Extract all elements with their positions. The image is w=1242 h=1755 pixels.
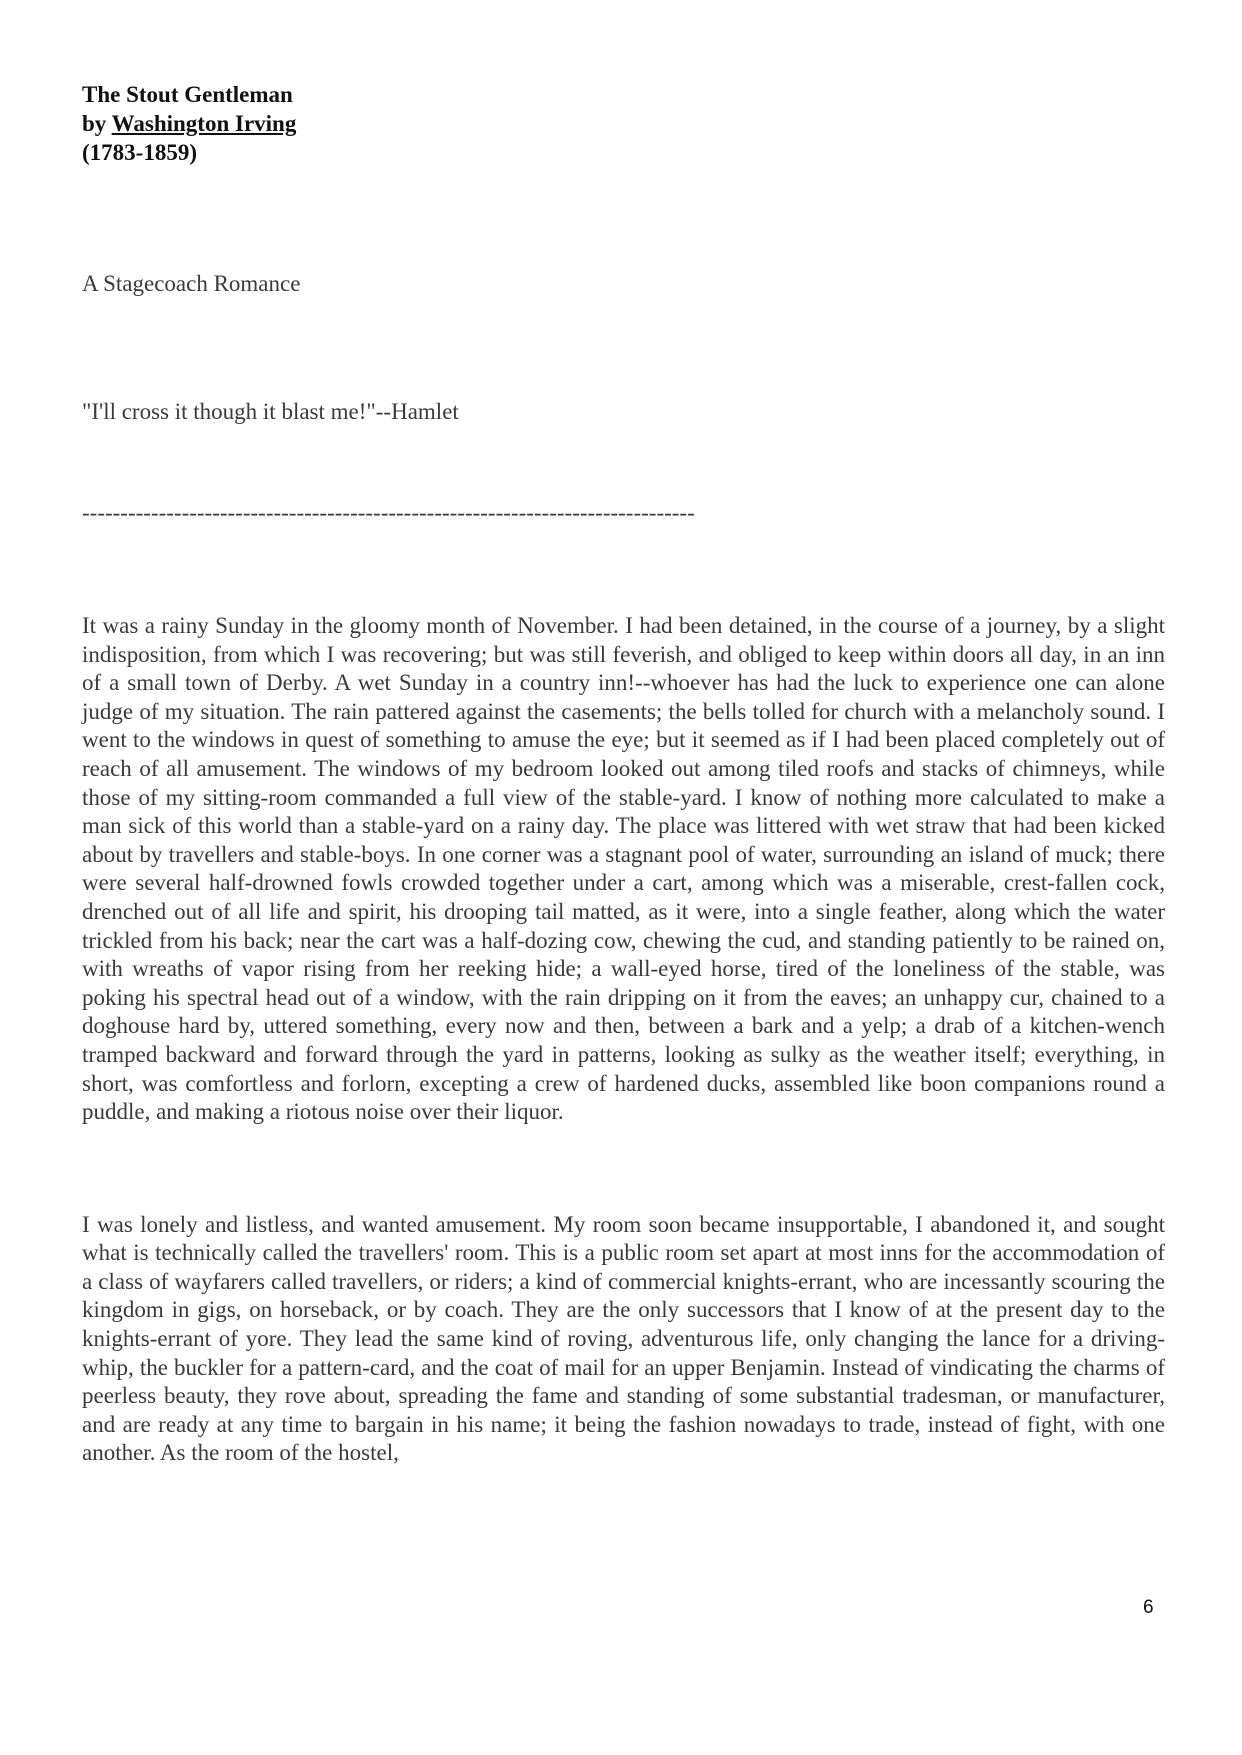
byline-prefix: by [82, 111, 112, 136]
byline [82, 109, 1165, 138]
page-number: 6 [1143, 1597, 1154, 1618]
story-header [82, 80, 1165, 167]
author-dates: (1783-1859) [82, 140, 197, 165]
epigraph: "I'll cross it though it blast me!"--Hamlet [82, 399, 459, 424]
document-page [82, 80, 1165, 1468]
separator-line: -------------------------------------------------------------------------------- [82, 500, 695, 525]
author-link[interactable]: Washington Irving [111, 111, 297, 136]
story-subtitle: A Stagecoach Romance [82, 271, 301, 296]
paragraph-2: I was lonely and listless, and wanted amusement. My room soon became insupportable, I abandoned it, and sought what is technically called the travellers' room. This is a public room set apart at most inns for the accommodation of a class of wayfarers called travellers, or riders; a kind of commercial knights-errant, who are incessantly scouring the kingdom in gigs, on horseback, or by coach. They are the only successors that I know of at the present day to the knights-errant of yore. They lead the same kind of roving, adventurous life, only changing the lance for a driving-whip, the buckler for a pattern-card, and the coat of mail for an upper Benjamin. Instead of vindicating the charms of peerless beauty, they rove about, spreading the fame and standing of some substantial tradesman, or manufacturer, and are ready at any time to bargain in his name; it being the fashion nowadays to trade, instead of fight, with one another. As the room of the hostel, [82, 1211, 1165, 1466]
paragraph-1: It was a rainy Sunday in the gloomy month of November. I had been detained, in the course of a journey, by a slight indisposition, from which I was recovering; but was still feverish, and obliged to keep within doors all day, in an inn of a small town of Derby. A wet Sunday in a country inn!--whoever has had the luck to experience one can alone judge of my situation. The rain pattered against the casements; the bells tolled for church with a melancholy sound. I went to the windows in quest of something to amuse the eye; but it seemed as if I had been placed completely out of reach of all amusement. The windows of my bedroom looked out among tiled roofs and stacks of chimneys, while those of my sitting-room commanded a full view of the stable-yard. I know of nothing more calculated to make a man sick of this world than a stable-yard on a rainy day. The place was littered with wet straw that had been kicked about by travellers and stable-boys. In one corner was a stagnant pool of water, surrounding an island of muck; there were several half-drowned fowls crowded together under a cart, among which was a miserable, crest-fallen cock, drenched out of all life and spirit, his drooping tail matted, as it were, into a single feather, along which the water trickled from his back; near the cart was a half-dozing cow, chewing the cud, and standing patiently to be rained on, with wreaths of vapor rising from her reeking hide; a wall-eyed horse, tired of the loneliness of the stable, was poking his spectral head out of a window, with the rain dripping on it from the eaves; an unhappy cur, chained to a doghouse hard by, uttered something, every now and then, between a bark and a yelp; a drab of a kitchen-wench tramped backward and forward through the yard in patterns, looking as sulky as the weather itself; everything, in short, was comfortless and forlorn, excepting a crew of hardened ducks, assembled like boon companions round a puddle, and making a riotous noise over their liquor. [82, 613, 1165, 1125]
story-title: The Stout Gentleman [82, 82, 293, 107]
